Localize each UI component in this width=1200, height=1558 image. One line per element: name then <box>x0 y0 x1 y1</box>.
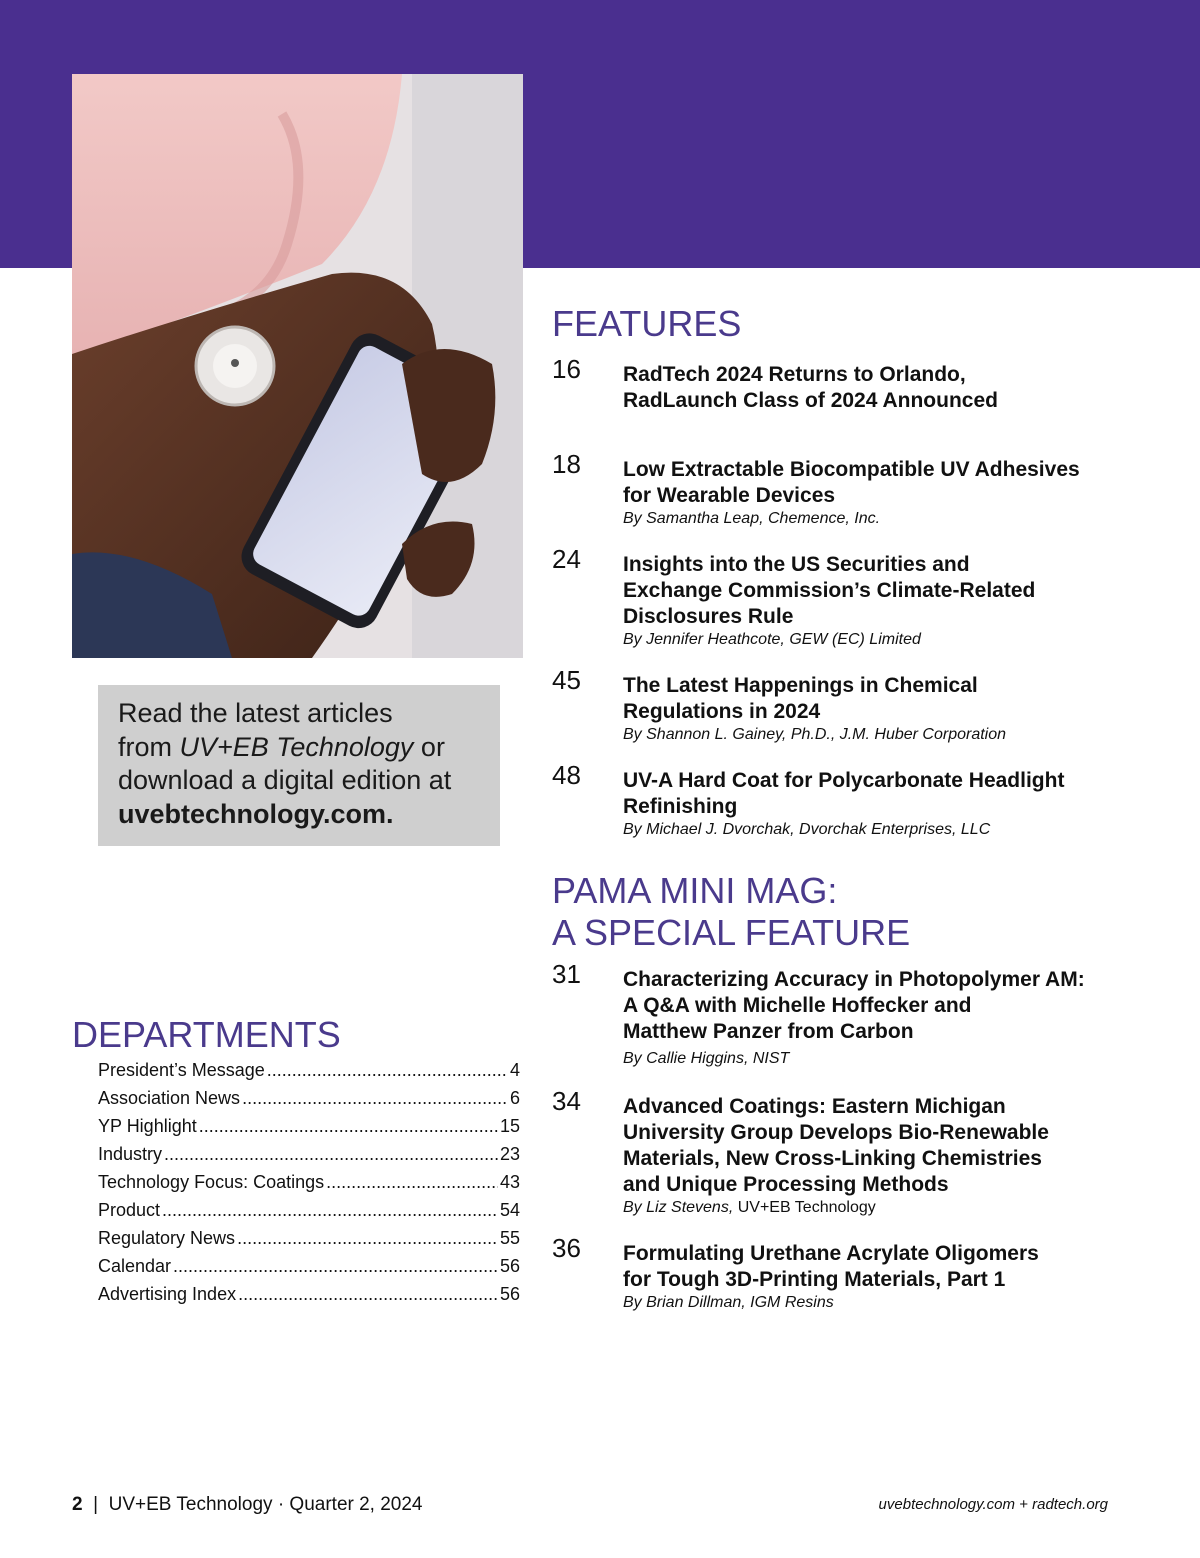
department-label: Association News <box>98 1088 241 1108</box>
department-page-number: 15 <box>499 1116 520 1136</box>
department-label: Product <box>98 1200 161 1220</box>
toc-item[interactable] <box>552 449 1132 529</box>
footer-left <box>72 1494 423 1516</box>
toc-title-line: University Group Develops Bio-Renewable <box>623 1121 1049 1144</box>
toc-title-line: UV-A Hard Coat for Polycarbonate Headlight <box>623 769 1065 792</box>
toc-text <box>623 552 1132 650</box>
toc-title-line: for Wearable Devices <box>623 484 836 507</box>
toc-byline <box>623 1198 1132 1218</box>
toc-text <box>623 1241 1132 1313</box>
toc-title-line: RadLaunch Class of 2024 Announced <box>623 389 998 412</box>
toc-title-line: and Unique Processing Methods <box>623 1173 949 1196</box>
department-label: YP Highlight <box>98 1116 197 1136</box>
department-row[interactable] <box>98 1112 520 1140</box>
department-row[interactable] <box>98 1224 520 1252</box>
promo-line-2-suffix: or <box>413 731 445 762</box>
toc-page-number: 24 <box>552 544 581 574</box>
department-page-number: 56 <box>499 1256 520 1276</box>
department-page-number: 4 <box>509 1060 520 1080</box>
toc-text <box>623 362 1132 414</box>
toc-title-line: Formulating Urethane Acrylate Oligomers <box>623 1242 1039 1265</box>
toc-page-number: 48 <box>552 760 581 790</box>
promo-line-2-prefix: from <box>118 731 180 762</box>
toc-text <box>623 457 1132 529</box>
toc-byline <box>623 630 1132 650</box>
toc-page-number: 34 <box>552 1086 581 1116</box>
footer-publication: UV+EB Technology · Quarter 2, 2024 <box>108 1494 423 1515</box>
toc-byline-author: By Jennifer Heathcote, GEW (EC) Limited <box>623 631 921 648</box>
department-label: Industry <box>98 1144 163 1164</box>
promo-publication-name: UV+EB Technology <box>179 731 414 762</box>
toc-byline <box>623 509 1132 529</box>
toc-title-line: for Tough 3D-Printing Materials, Part 1 <box>623 1268 1006 1291</box>
department-row[interactable] <box>98 1252 520 1280</box>
toc-title-line: Matthew Panzer from Carbon <box>623 1020 914 1043</box>
department-label: Calendar <box>98 1256 172 1276</box>
department-label: Advertising Index <box>98 1284 237 1304</box>
cover-photo <box>72 74 523 658</box>
toc-title-line: Regulations in 2024 <box>623 700 821 723</box>
toc-page-number: 45 <box>552 665 581 695</box>
department-row[interactable] <box>98 1056 520 1084</box>
toc-item[interactable] <box>552 1086 1132 1218</box>
leader-dots <box>173 1252 498 1280</box>
departments-list <box>98 1056 520 1308</box>
leader-dots <box>267 1056 508 1084</box>
department-row[interactable] <box>98 1280 520 1308</box>
toc-title-line: A Q&A with Michelle Hoffecker and <box>623 994 972 1017</box>
toc-byline-author: By Brian Dillman, IGM Resins <box>623 1294 834 1311</box>
footer-separator: | <box>93 1494 99 1515</box>
toc-text <box>623 673 1132 745</box>
toc-item[interactable] <box>552 760 1132 840</box>
promo-line-3: download a digital edition at <box>118 765 452 795</box>
toc-title-line: Disclosures Rule <box>623 605 794 628</box>
department-label: Regulatory News <box>98 1228 236 1248</box>
toc-text <box>623 967 1132 1069</box>
toc-page-number: 18 <box>552 449 581 479</box>
leader-dots <box>164 1140 498 1168</box>
toc-title-line: Characterizing Accuracy in Photopolymer AM: <box>623 968 1085 991</box>
leader-dots <box>237 1224 498 1252</box>
department-page-number: 43 <box>499 1172 520 1192</box>
toc-byline-author: By Liz Stevens, <box>623 1199 734 1216</box>
toc-byline-author: By Michael J. Dvorchak, Dvorchak Enterprises, LLC <box>623 821 991 838</box>
toc-title-line: Exchange Commission’s Climate-Related <box>623 579 1036 602</box>
toc-item[interactable] <box>552 665 1132 745</box>
department-row[interactable] <box>98 1084 520 1112</box>
toc-byline <box>623 1049 1132 1069</box>
features-heading: FEATURES <box>552 303 742 344</box>
toc-title-line: Refinishing <box>623 795 738 818</box>
toc-byline-author: By Callie Higgins, NIST <box>623 1050 790 1067</box>
department-page-number: 55 <box>499 1228 520 1248</box>
pama-heading-line-2: A SPECIAL FEATURE <box>552 912 911 953</box>
toc-byline-author: By Shannon L. Gainey, Ph.D., J.M. Huber Corporation <box>623 726 1007 743</box>
toc-title-line: Low Extractable Biocompatible UV Adhesives <box>623 458 1080 481</box>
toc-title-line: Materials, New Cross-Linking Chemistries <box>623 1147 1042 1170</box>
toc-byline <box>623 725 1132 745</box>
toc-text <box>623 1094 1132 1218</box>
footer-websites[interactable]: uvebtechnology.com + radtech.org <box>878 1496 1108 1513</box>
leader-dots <box>242 1084 508 1112</box>
toc-title-line: Insights into the US Securities and <box>623 553 970 576</box>
promo-box <box>98 685 500 846</box>
footer-page-number: 2 <box>72 1494 83 1515</box>
toc-text <box>623 768 1132 840</box>
department-label: President’s Message <box>98 1060 265 1080</box>
department-row[interactable] <box>98 1196 520 1224</box>
toc-page-number: 16 <box>552 354 581 384</box>
toc-title-line: The Latest Happenings in Chemical <box>623 674 978 697</box>
toc-byline <box>623 820 1132 840</box>
department-page-number: 54 <box>499 1200 520 1220</box>
department-row[interactable] <box>98 1140 520 1168</box>
department-label: Technology Focus: Coatings <box>98 1172 325 1192</box>
leader-dots <box>326 1168 498 1196</box>
toc-byline-author: By Samantha Leap, Chemence, Inc. <box>623 510 881 527</box>
leader-dots <box>162 1196 498 1224</box>
toc-page-number: 36 <box>552 1233 581 1263</box>
toc-item[interactable] <box>552 1233 1132 1313</box>
promo-line-2 <box>118 731 480 765</box>
toc-item[interactable] <box>552 354 1132 414</box>
departments-heading: DEPARTMENTS <box>72 1014 341 1055</box>
department-page-number: 23 <box>499 1144 520 1164</box>
promo-website-link[interactable]: uvebtechnology.com. <box>118 798 394 829</box>
arm-with-glucose-sensor-and-phone-photo <box>72 74 523 658</box>
toc-title-line: Advanced Coatings: Eastern Michigan <box>623 1095 1006 1118</box>
department-row[interactable] <box>98 1168 520 1196</box>
toc-page-number: 31 <box>552 959 581 989</box>
toc-byline-publication: UV+EB Technology <box>733 1199 876 1216</box>
department-page-number: 56 <box>499 1284 520 1304</box>
leader-dots <box>238 1280 498 1308</box>
pama-heading-line-1: PAMA MINI MAG: <box>552 870 838 911</box>
toc-item[interactable] <box>552 544 1132 650</box>
pama-heading <box>552 870 910 954</box>
leader-dots <box>199 1112 498 1140</box>
promo-line-1: Read the latest articles <box>118 698 393 728</box>
department-page-number: 6 <box>509 1088 520 1108</box>
toc-title-line: RadTech 2024 Returns to Orlando, <box>623 363 966 386</box>
toc-byline <box>623 1293 1132 1313</box>
toc-item[interactable] <box>552 959 1132 1069</box>
